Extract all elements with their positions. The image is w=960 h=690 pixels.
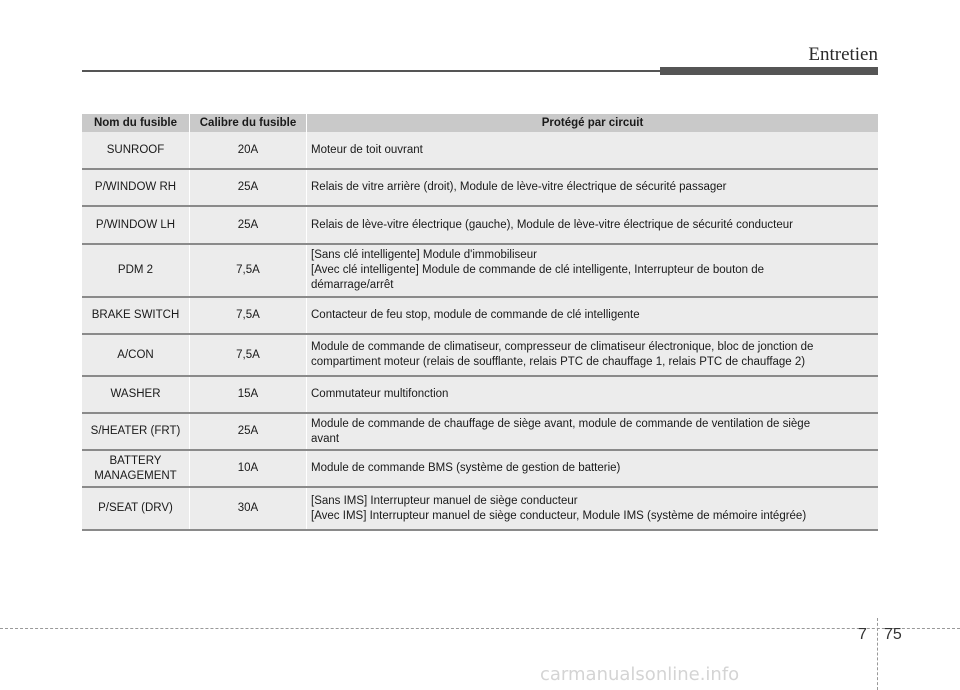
table-row	[82, 132, 878, 169]
protected-circuit: [Avec IMS] Interrupteur manuel de siège conducteur, Module IMS (système de mémoire intégrée)	[311, 509, 807, 522]
protected-circuit: Module de commande BMS (système de gestion de batterie)	[311, 462, 621, 475]
protected-circuit: [Avec clé intelligente] Module de commande de clé intelligente, Interrupteur de bouton de	[311, 264, 765, 277]
table-row	[82, 206, 878, 244]
footer-dashed-divider	[877, 618, 878, 690]
watermark: carmanualsonline.info	[540, 664, 740, 685]
protected-circuit: Module de commande de chauffage de siège avant, module de commande de ventilation de siège	[311, 417, 811, 430]
protected-circuit-cell	[307, 334, 879, 376]
fuse-rating: 25A	[190, 206, 307, 244]
table-row	[82, 244, 878, 297]
protected-circuit-cell	[307, 487, 879, 530]
fuse-rating: 15A	[190, 376, 307, 413]
fuse-name-cell	[82, 244, 190, 297]
fuse-name: S/HEATER (FRT)	[90, 425, 181, 438]
footer-dashed-rule	[0, 628, 960, 629]
column-header-fuse-rating: Calibre du fusible	[190, 114, 307, 132]
table-row	[82, 413, 878, 450]
protected-circuit: Contacteur de feu stop, module de commande de clé intelligente	[311, 309, 640, 322]
fuse-rating: 25A	[190, 413, 307, 450]
table-row	[82, 169, 878, 206]
fuse-name-cell	[82, 206, 190, 244]
page-number: 75	[884, 626, 902, 643]
fuse-name: P/WINDOW RH	[94, 181, 177, 194]
protected-circuit: compartiment moteur (relais de soufflante, relais PTC de chauffage 1, relais PTC de chauffage 2)	[311, 356, 806, 368]
protected-circuit-cell	[307, 376, 879, 413]
protected-circuit: démarrage/arrêt	[311, 278, 394, 291]
protected-circuit: [Sans IMS] Interrupteur manuel de siège conducteur	[311, 494, 578, 507]
fuse-name: WASHER	[110, 388, 161, 401]
fuse-rating: 7,5A	[190, 297, 307, 334]
fuse-rating: 25A	[190, 169, 307, 206]
protected-circuit-cell	[307, 413, 879, 450]
fuse-name-cell	[82, 297, 190, 334]
fuse-rating: 7,5A	[190, 334, 307, 376]
fuse-name-cell	[82, 132, 190, 169]
table-row	[82, 487, 878, 530]
protected-circuit: Moteur de toit ouvrant	[311, 143, 423, 156]
table-row	[82, 334, 878, 376]
table-row	[82, 450, 878, 487]
header-rule-thin	[82, 70, 660, 72]
section-title: Entretien	[808, 44, 878, 65]
table-row	[82, 297, 878, 334]
fuse-name: SUNROOF	[106, 143, 165, 156]
table-row	[82, 376, 878, 413]
fuse-table	[82, 114, 878, 531]
fuse-rating: 20A	[190, 132, 307, 169]
fuse-name: MANAGEMENT	[94, 469, 177, 482]
table-header-row	[82, 114, 878, 132]
fuse-name-cell	[82, 169, 190, 206]
fuse-name-cell	[82, 450, 190, 487]
fuse-name: P/SEAT (DRV)	[98, 502, 173, 515]
header-rule-thick	[660, 67, 878, 75]
protected-circuit-cell	[307, 450, 879, 487]
fuse-name: A/CON	[117, 348, 154, 361]
fuse-rating: 10A	[190, 450, 307, 487]
column-header-fuse-name: Nom du fusible	[82, 114, 190, 132]
fuse-name-cell	[82, 376, 190, 413]
fuse-rating: 7,5A	[190, 244, 307, 297]
protected-circuit: [Sans clé intelligente] Module d'immobiliseur	[311, 249, 537, 262]
protected-circuit-cell	[307, 244, 879, 297]
fuse-name: BATTERY	[109, 454, 162, 467]
fuse-name-cell	[82, 487, 190, 530]
protected-circuit: Relais de lève-vitre électrique (gauche), Module de lève-vitre électrique de sécurité conducteur	[311, 218, 793, 231]
protected-circuit: Commutateur multifonction	[311, 388, 449, 401]
protected-circuit: Module de commande de climatiseur, compresseur de climatiseur électronique, bloc de jonction de	[311, 341, 814, 354]
protected-circuit-cell	[307, 206, 879, 244]
fuse-name-cell	[82, 334, 190, 376]
fuse-name: P/WINDOW LH	[95, 218, 176, 231]
protected-circuit-cell	[307, 169, 879, 206]
column-header-protected-circuit: Protégé par circuit	[307, 114, 879, 132]
fuse-name: PDM 2	[117, 264, 154, 277]
protected-circuit-cell	[307, 132, 879, 169]
fuse-name: BRAKE SWITCH	[91, 309, 180, 322]
fuse-rating: 30A	[190, 487, 307, 530]
chapter-number: 7	[858, 626, 867, 643]
protected-circuit: Relais de vitre arrière (droit), Module de lève-vitre électrique de sécurité passager	[311, 181, 727, 194]
protected-circuit-cell	[307, 297, 879, 334]
fuse-name-cell	[82, 413, 190, 450]
protected-circuit: avant	[311, 432, 340, 445]
